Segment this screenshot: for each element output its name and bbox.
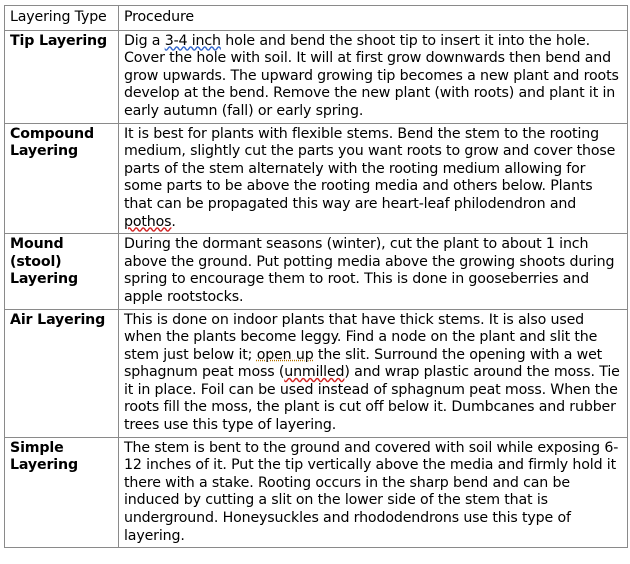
procedure-text: It is best for plants with flexible stems. Bend the stem to the rooting medium, slightly cut the parts you want roots to grow and cover those parts of the stem alternately with the rooting medium allowing for some parts to be above the rooting media and others below. Plants that can be propagated this way are heart-leaf philodendron and	[124, 125, 616, 212]
procedure-text: This is done on indoor plants that have thick stems. It is also used when the plants become leggy. Find a node on the plant and slit the stem just below it;	[124, 311, 598, 363]
procedure-text: the slit. Surround the opening with a wet sphagnum peat moss (	[124, 346, 603, 381]
procedure-text: The stem is bent to the ground and covered with soil while exposing 6-12 inches of it. Put the tip vertically above the media and firmly hold it there with a stake. Rooting occurs in the sharp bend and can be induced by cutting a slit on the lower side of the stem that is underground. Honeysuckles and rhododendrons use this type of layering.	[124, 439, 619, 544]
header-layering-type: Layering Type	[5, 6, 119, 31]
procedure-text: ) and wrap plastic around the moss. Tie it in place. Foil can be used instead of sphagnum peat moss. When the roots fill the moss, the plant is cut off below it. Dumbcanes and rubber trees use this type of layering.	[124, 364, 620, 434]
header-row	[5, 6, 628, 31]
procedure-text: During the dormant seasons (winter), cut the plant to about 1 inch above the ground. Put potting media above the growing shoots during spring to encourage them to root. This is done in gooseberries and apple rootstocks.	[124, 236, 615, 305]
table-row	[5, 30, 628, 123]
procedure-cell	[119, 234, 628, 309]
spelling-flagged-text: pothos	[124, 213, 172, 230]
layering-type-cell: Compound Layering	[5, 123, 119, 234]
procedure-cell	[119, 30, 628, 123]
layering-type-cell: Air Layering	[5, 309, 119, 437]
table-row	[5, 437, 628, 548]
procedure-text: Dig a	[124, 32, 165, 49]
spelling-flagged-text: unmilled	[284, 364, 345, 381]
table-row	[5, 234, 628, 309]
layering-table	[4, 5, 628, 548]
table-row	[5, 309, 628, 437]
layering-type-cell: Simple Layering	[5, 437, 119, 548]
header-procedure: Procedure	[119, 6, 628, 31]
procedure-cell	[119, 123, 628, 234]
procedure-cell	[119, 309, 628, 437]
grammar-flagged-text: 3-4 inch	[164, 32, 221, 49]
layering-type-cell: Mound (stool) Layering	[5, 234, 119, 309]
table-row	[5, 123, 628, 234]
layering-type-cell: Tip Layering	[5, 30, 119, 123]
procedure-cell	[119, 437, 628, 548]
procedure-text: .	[171, 213, 176, 230]
procedure-text: hole and bend the shoot tip to insert it into the hole. Cover the hole with soil. It will at first grow downwards then bend and grow upwards. The upward growing tip becomes a new plant and roots develop at the bend. Remove the new plant (with roots) and plant it in early autumn (fall) or early spring.	[124, 32, 619, 119]
grammar-flagged-text: open up	[256, 346, 314, 363]
